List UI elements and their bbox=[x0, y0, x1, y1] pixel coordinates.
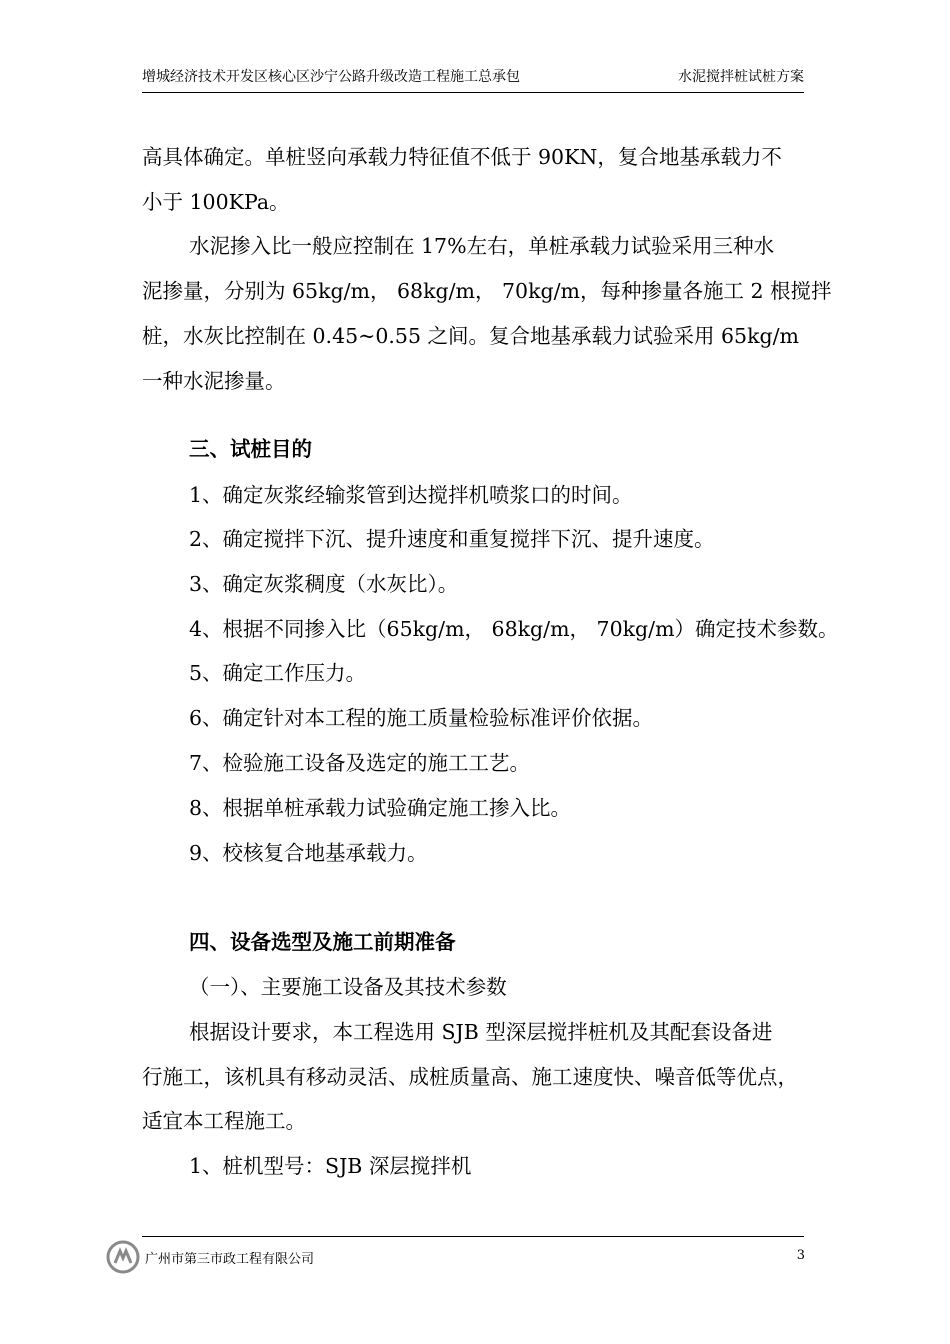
section-heading: 四、设备选型及施工前期准备 bbox=[189, 930, 456, 954]
section-heading: 三、试桩目的 bbox=[189, 437, 312, 461]
subsection-heading: （一）、主要施工设备及其技术参数 bbox=[189, 975, 507, 999]
list-item: 1、确定灰浆经输浆管到达搅拌机喷浆口的时间。 bbox=[189, 483, 633, 507]
paragraph-line: 水泥掺入比一般应控制在 17%左右，单桩承载力试验采用三种水 bbox=[189, 234, 775, 258]
paragraph-line: 适宜本工程施工。 bbox=[142, 1109, 306, 1133]
paragraph-line: 小于 100KPa。 bbox=[142, 190, 290, 214]
header-rule bbox=[142, 92, 804, 93]
paragraph-line: 桩，水灰比控制在 0.45~0.55 之间。复合地基承载力试验采用 65kg/m bbox=[142, 324, 799, 348]
paragraph-line: 一种水泥掺量。 bbox=[142, 369, 286, 393]
list-item: 5、确定工作压力。 bbox=[189, 661, 367, 685]
page-header-right: 水泥搅拌桩试桩方案 bbox=[678, 69, 804, 85]
list-item: 9、校核复合地基承载力。 bbox=[189, 841, 428, 865]
footer-company: 广州市第三市政工程有限公司 bbox=[145, 1252, 315, 1267]
paragraph-line: 根据设计要求，本工程选用 SJB 型深层搅拌桩机及其配套设备进 bbox=[189, 1020, 773, 1044]
list-item: 6、确定针对本工程的施工质量检验标准评价依据。 bbox=[189, 706, 654, 730]
list-item: 1、桩机型号：SJB 深层搅拌机 bbox=[189, 1154, 472, 1178]
list-item: 8、根据单桩承载力试验确定施工掺入比。 bbox=[189, 796, 572, 820]
list-item: 3、确定灰浆稠度（水灰比）。 bbox=[189, 572, 459, 596]
page-header-left: 增城经济技术开发区核心区沙宁公路升级改造工程施工总承包 bbox=[142, 69, 520, 85]
footer-rule bbox=[142, 1236, 804, 1237]
paragraph-line: 泥掺量，分别为 65kg/m， 68kg/m， 70kg/m，每种掺量各施工 2 根搅拌 bbox=[142, 279, 832, 303]
paragraph-line: 高具体确定。单桩竖向承载力特征值不低于 90KN，复合地基承载力不 bbox=[142, 145, 782, 169]
list-item: 4、根据不同掺入比（65kg/m， 68kg/m， 70kg/m）确定技术参数。 bbox=[189, 617, 839, 641]
list-item: 2、确定搅拌下沉、提升速度和重复搅拌下沉、提升速度。 bbox=[189, 527, 715, 551]
list-item: 7、检验施工设备及选定的施工工艺。 bbox=[189, 751, 531, 775]
company-logo-icon bbox=[106, 1240, 140, 1274]
paragraph-line: 行施工，该机具有移动灵活、成桩质量高、施工速度快、噪音低等优点， bbox=[142, 1065, 798, 1089]
page-number: 3 bbox=[796, 1248, 805, 1263]
